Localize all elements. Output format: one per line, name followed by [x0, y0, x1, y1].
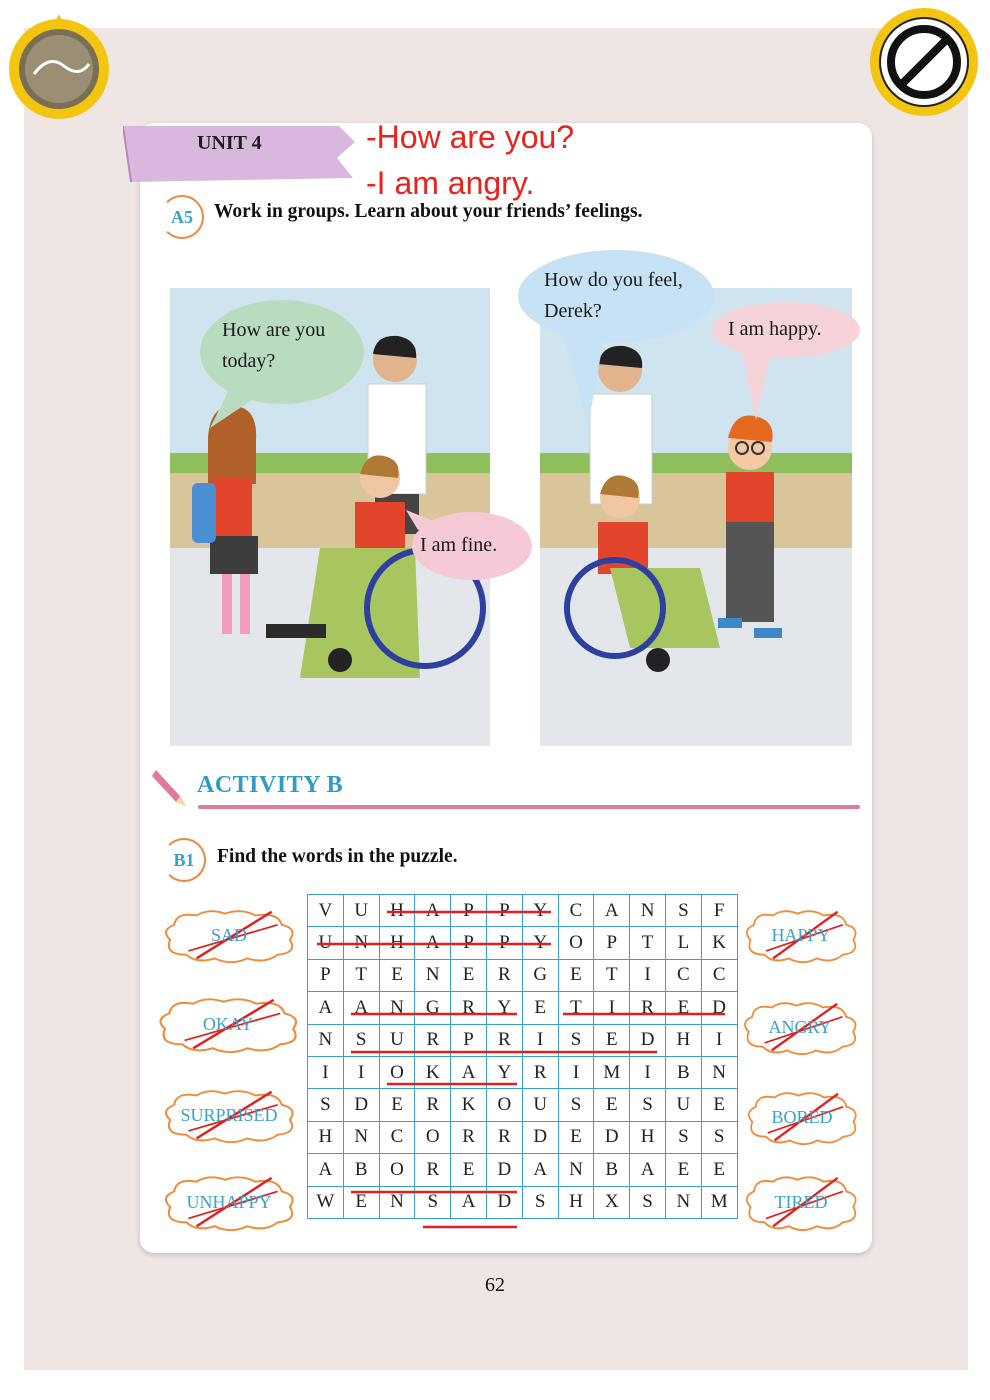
bubble-question-2-text: How do you feel, Derek?: [544, 269, 683, 322]
grid-cell: N: [630, 895, 666, 927]
grid-cell: E: [594, 1089, 630, 1121]
grid-cell: E: [451, 1154, 487, 1186]
grid-cell: N: [343, 1121, 379, 1153]
grid-cell: I: [308, 1056, 344, 1088]
grid-cell: G: [522, 959, 558, 991]
grid-cell: A: [594, 895, 630, 927]
grid-cell: N: [558, 1154, 594, 1186]
grid-cell: U: [308, 927, 344, 959]
grid-cell: K: [701, 927, 737, 959]
grid-cell: S: [630, 1186, 666, 1218]
abbyy-seal-icon: [4, 14, 114, 124]
grid-cell: S: [343, 1024, 379, 1056]
grid-cell: D: [486, 1186, 522, 1218]
grid-cell: I: [522, 1024, 558, 1056]
bubble-answer-text: I am fine.: [420, 534, 498, 556]
grid-cell: N: [415, 959, 451, 991]
bubble-answer-2-text: I am happy.: [728, 318, 822, 340]
pencil-icon: [152, 766, 190, 808]
cloud-word: HAPPY: [771, 925, 831, 945]
grid-cell: C: [701, 959, 737, 991]
grid-cell: B: [594, 1154, 630, 1186]
grid-cell: C: [379, 1121, 415, 1153]
grid-cell: E: [665, 992, 701, 1024]
grid-cell: U: [665, 1089, 701, 1121]
grid-cell: I: [630, 959, 666, 991]
grid-cell: T: [343, 959, 379, 991]
grid-cell: E: [701, 1089, 737, 1121]
word-cloud-right: [738, 1000, 862, 1056]
grid-cell: A: [415, 927, 451, 959]
grid-cell: D: [594, 1121, 630, 1153]
grid-cell: G: [415, 992, 451, 1024]
grid-cell: L: [665, 927, 701, 959]
grid-cell: M: [701, 1186, 737, 1218]
grid-cell: R: [415, 1024, 451, 1056]
grid-cell: D: [701, 992, 737, 1024]
grid-cell: R: [415, 1089, 451, 1121]
grid-cell: S: [558, 1024, 594, 1056]
grid-cell: R: [451, 1121, 487, 1153]
word-cloud-left: [158, 908, 300, 964]
grid-cell: H: [308, 1121, 344, 1153]
grid-cell: U: [379, 1024, 415, 1056]
grid-cell: A: [343, 992, 379, 1024]
grid-cell: H: [558, 1186, 594, 1218]
grid-cell: O: [415, 1121, 451, 1153]
grid-cell: H: [379, 927, 415, 959]
grid-cell: S: [308, 1089, 344, 1121]
dialogue-question: -How are you?: [366, 119, 575, 155]
grid-cell: K: [415, 1056, 451, 1088]
cloud-word: SURPRISED: [180, 1105, 278, 1125]
grid-cell: H: [379, 895, 415, 927]
grid-cell: C: [665, 959, 701, 991]
grid-cell: O: [379, 1056, 415, 1088]
grid-cell: O: [486, 1089, 522, 1121]
grid-cell: S: [665, 1121, 701, 1153]
grid-cell: D: [343, 1089, 379, 1121]
page-number: 62: [485, 1274, 505, 1296]
grid-cell: Y: [486, 1056, 522, 1088]
grid-cell: N: [379, 992, 415, 1024]
word-cloud-left: [158, 1174, 300, 1232]
grid-cell: A: [522, 1154, 558, 1186]
grid-cell: R: [415, 1154, 451, 1186]
grid-cell: D: [630, 1024, 666, 1056]
bubble-question-text: How are you today?: [222, 319, 326, 372]
grid-cell: N: [308, 1024, 344, 1056]
unit-label: UNIT 4: [197, 132, 262, 154]
grid-cell: F: [701, 895, 737, 927]
task-badge-b1: B1: [162, 838, 206, 882]
grid-cell: N: [343, 927, 379, 959]
grid-cell: E: [379, 1089, 415, 1121]
grid-cell: S: [415, 1186, 451, 1218]
grid-cell: I: [343, 1056, 379, 1088]
grid-cell: M: [594, 1056, 630, 1088]
grid-cell: D: [522, 1121, 558, 1153]
grid-cell: E: [379, 959, 415, 991]
grid-cell: B: [665, 1056, 701, 1088]
grid-cell: S: [665, 895, 701, 927]
grid-cell: A: [451, 1056, 487, 1088]
grid-cell: S: [522, 1186, 558, 1218]
grid-cell: O: [558, 927, 594, 959]
grid-cell: I: [701, 1024, 737, 1056]
grid-cell: R: [486, 959, 522, 991]
word-cloud-left: [158, 1088, 300, 1144]
task-b1-instruction: Find the words in the puzzle.: [217, 846, 458, 867]
grid-cell: P: [308, 959, 344, 991]
grid-cell: E: [522, 992, 558, 1024]
cloud-word: OKAY: [202, 1014, 254, 1034]
task-a5-instruction: Work in groups. Learn about your friends’ feelings.: [214, 201, 643, 222]
cloud-word: ANGRY: [768, 1017, 832, 1037]
grid-cell: W: [308, 1186, 344, 1218]
activity-divider: [198, 805, 860, 809]
grid-cell: S: [558, 1089, 594, 1121]
cloud-word: BORED: [771, 1107, 833, 1127]
abbyy-finereader-badge-icon: [868, 6, 980, 118]
grid-cell: T: [558, 992, 594, 1024]
grid-cell: E: [701, 1154, 737, 1186]
grid-cell: I: [558, 1056, 594, 1088]
grid-cell: Y: [486, 992, 522, 1024]
grid-cell: N: [379, 1186, 415, 1218]
grid-cell: A: [415, 895, 451, 927]
grid-cell: R: [486, 1121, 522, 1153]
grid-cell: B: [343, 1154, 379, 1186]
handwritten-dialogue: [366, 114, 574, 206]
grid-cell: V: [308, 895, 344, 927]
grid-cell: S: [701, 1121, 737, 1153]
grid-cell: E: [343, 1186, 379, 1218]
grid-cell: Y: [522, 895, 558, 927]
grid-cell: E: [665, 1154, 701, 1186]
grid-cell: O: [379, 1154, 415, 1186]
grid-cell: X: [594, 1186, 630, 1218]
found-word-strikes: [307, 894, 735, 1244]
dialogue-answer: -I am angry.: [366, 165, 535, 201]
word-cloud-right: [740, 908, 862, 964]
grid-cell: A: [451, 1186, 487, 1218]
grid-cell: E: [558, 959, 594, 991]
grid-cell: D: [486, 1154, 522, 1186]
grid-cell: E: [558, 1121, 594, 1153]
grid-cell: P: [451, 895, 487, 927]
grid-cell: A: [308, 992, 344, 1024]
task-badge-a5: A5: [160, 195, 204, 239]
word-cloud-right: [742, 1090, 862, 1146]
grid-cell: A: [630, 1154, 666, 1186]
cloud-word: UNHAPPY: [186, 1192, 272, 1212]
grid-cell: I: [594, 992, 630, 1024]
grid-cell: N: [665, 1186, 701, 1218]
grid-cell: N: [701, 1056, 737, 1088]
cloud-word: TIRED: [774, 1192, 828, 1212]
grid-cell: E: [594, 1024, 630, 1056]
grid-cell: R: [522, 1056, 558, 1088]
grid-cell: S: [630, 1089, 666, 1121]
grid-cell: C: [558, 895, 594, 927]
grid-cell: R: [451, 992, 487, 1024]
word-cloud-left: [152, 996, 304, 1054]
grid-cell: Y: [522, 927, 558, 959]
grid-cell: H: [630, 1121, 666, 1153]
grid-cell: P: [486, 895, 522, 927]
grid-cell: I: [630, 1056, 666, 1088]
grid-cell: P: [451, 927, 487, 959]
grid-cell: E: [451, 959, 487, 991]
grid-cell: P: [594, 927, 630, 959]
grid-cell: T: [630, 927, 666, 959]
grid-cell: A: [308, 1154, 344, 1186]
grid-cell: P: [451, 1024, 487, 1056]
word-cloud-right: [740, 1174, 862, 1232]
activity-title: ACTIVITY B: [197, 772, 344, 798]
grid-cell: K: [451, 1089, 487, 1121]
cloud-word: SAD: [210, 925, 247, 945]
grid-cell: U: [522, 1089, 558, 1121]
grid-cell: R: [630, 992, 666, 1024]
grid-cell: R: [486, 1024, 522, 1056]
grid-cell: T: [594, 959, 630, 991]
grid-cell: H: [665, 1024, 701, 1056]
grid-cell: U: [343, 895, 379, 927]
grid-cell: P: [486, 927, 522, 959]
